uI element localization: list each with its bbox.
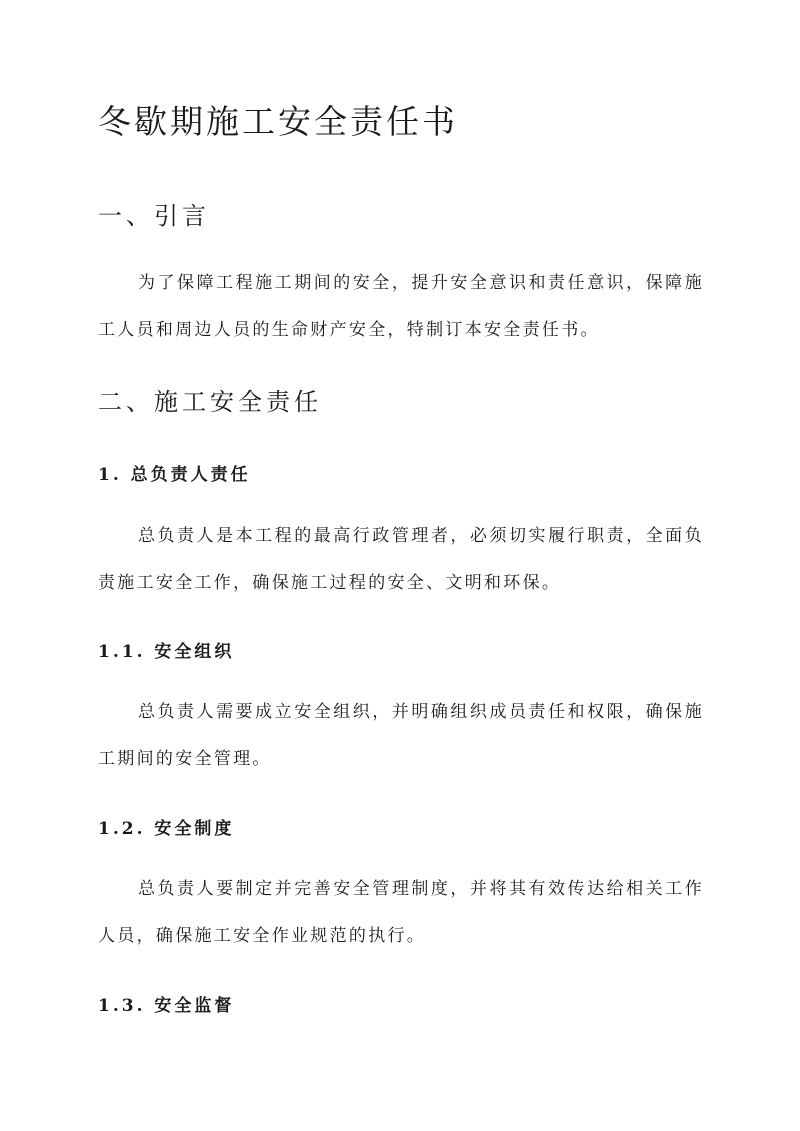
section-heading-construction-safety: 二、施工安全责任 xyxy=(98,388,322,416)
safety-rules-paragraph: 总负责人要制定并完善安全管理制度，并将其有效传达给相关工作人员，确保施工安全作业规范的执行。 xyxy=(98,879,704,946)
subsection-heading-safety-organization: 1.1. 安全组织 xyxy=(98,642,235,662)
safety-organization-paragraph: 总负责人需要成立安全组织，并明确组织成员责任和权限，确保施工期间的安全管理。 xyxy=(98,702,704,769)
section-heading-introduction: 一、引言 xyxy=(98,202,210,230)
subsection-heading-safety-supervision: 1.3. 安全监督 xyxy=(98,996,235,1016)
subsection-heading-chief-responsibility: 1. 总负责人责任 xyxy=(98,465,251,485)
subsection-heading-safety-rules: 1.2. 安全制度 xyxy=(98,819,235,839)
document-title: 冬歇期施工安全责任书 xyxy=(98,102,458,141)
introduction-paragraph: 为了保障工程施工期间的安全，提升安全意识和责任意识，保障施工人员和周边人员的生命财产安全，特制订本安全责任书。 xyxy=(98,273,704,340)
chief-responsibility-paragraph: 总负责人是本工程的最高行政管理者，必须切实履行职责，全面负责施工安全工作，确保施工过程的安全、文明和环保。 xyxy=(98,526,704,593)
